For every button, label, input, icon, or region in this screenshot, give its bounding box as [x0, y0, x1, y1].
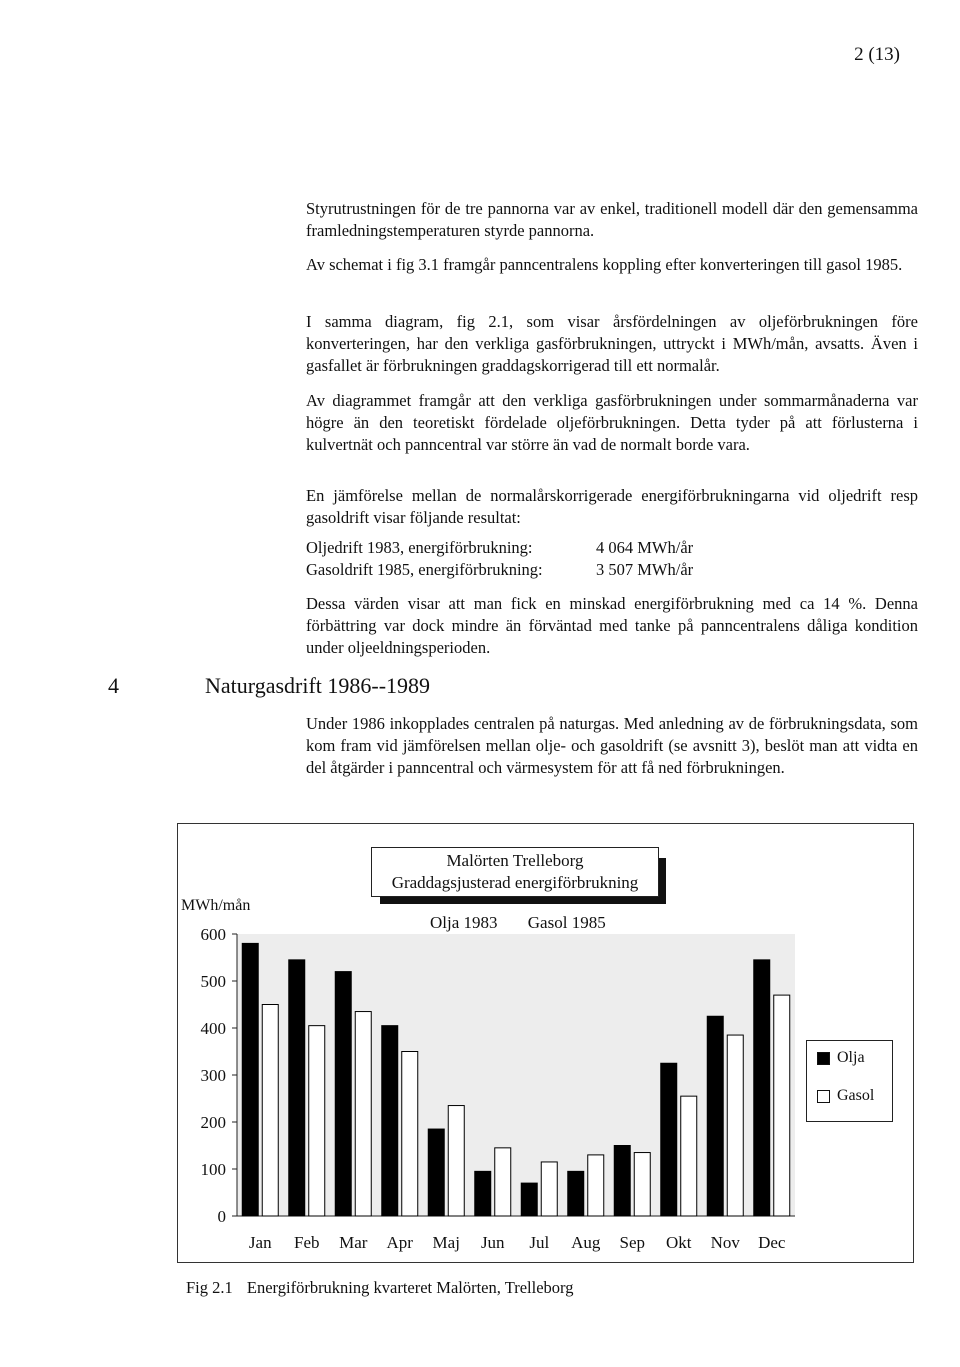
section-number: 4 — [108, 673, 119, 698]
bar-gasol — [355, 1012, 371, 1216]
y-tick-label: 400 — [200, 1019, 226, 1038]
x-tick-label: Nov — [710, 1233, 740, 1252]
result-label: Gasoldrift 1985, energiförbrukning: — [306, 560, 543, 579]
chart-legend — [806, 1040, 893, 1122]
bar-olja — [568, 1171, 584, 1216]
y-tick-label: 500 — [200, 972, 226, 991]
bar-gasol — [681, 1096, 697, 1216]
bar-gasol — [774, 995, 790, 1216]
section-title: Naturgasdrift 1986--1989 — [205, 673, 431, 698]
y-tick-label: 600 — [200, 925, 226, 944]
bar-gasol — [495, 1148, 511, 1216]
bar-olja — [428, 1129, 444, 1216]
x-tick-label: Okt — [666, 1233, 692, 1252]
legend-label: Gasol — [837, 1087, 875, 1104]
y-tick-label: 200 — [200, 1113, 226, 1132]
legend-swatch-gasol — [817, 1090, 830, 1103]
x-tick-label: Apr — [386, 1233, 413, 1252]
caption-label: Fig 2.1 — [186, 1278, 233, 1297]
x-tick-label: Sep — [619, 1233, 645, 1252]
y-axis-label: MWh/mån — [181, 897, 251, 914]
bar-gasol — [448, 1106, 464, 1216]
bar-olja — [289, 960, 305, 1216]
bar-gasol — [309, 1026, 325, 1216]
bar-olja — [614, 1146, 630, 1217]
caption-gasol: Gasol 1985 — [527, 913, 606, 932]
paragraph-conclusion: Dessa värden visar att man fick en minskad energiförbrukning med ca 14 %. Denna förbättring var dock mindre än förväntad med tanke på panncentralens dåliga kondition under oljeeldningsperioden. — [306, 594, 918, 657]
result-label: Oljedrift 1983, energiförbrukning: — [306, 538, 533, 557]
result-value: 3 507 MWh/år — [596, 560, 694, 579]
bar-olja — [382, 1026, 398, 1216]
legend-item-olja — [817, 1049, 865, 1067]
bar-gasol — [588, 1155, 604, 1216]
legend-swatch-olja — [817, 1052, 830, 1065]
y-tick-label: 100 — [200, 1160, 226, 1179]
legend-label: Olja — [837, 1049, 865, 1066]
paragraph-styrutrustning: Styrutrustningen för de tre pannorna var av enkel, traditionell modell där den gemensamma framledningstemperaturen styrde pannorna. — [306, 199, 918, 240]
paragraph-naturgas: Under 1986 inkopplades centralen på naturgas. Med anledning av de förbrukningsdata, som kom fram vid jämförelsen mellan olje- och gasoldrift (se avsnitt 3), beslöt man att vidta en del åtgärder i panncentral och värmesystem för att få ned förbrukningen. — [306, 714, 918, 777]
y-tick-label: 0 — [217, 1207, 226, 1226]
bar-gasol — [727, 1035, 743, 1216]
bar-olja — [661, 1063, 677, 1216]
x-tick-label: Dec — [758, 1233, 786, 1252]
bar-gasol — [541, 1162, 557, 1216]
bar-olja — [335, 972, 351, 1216]
bar-olja — [521, 1183, 537, 1216]
paragraph-sommar: Av diagrammet framgår att den verkliga gasförbrukningen under sommarmånaderna var högre än den teoretiskt fördelade oljeförbrukningen. Detta tyder på att förlusterna i kulvertnät och panncentral var större än vad de normalt borde vara. — [306, 391, 918, 454]
paragraph-jamforelse: En jämförelse mellan de normalårskorrigerade energiförbrukningarna vid oljedrift resp gasoldrift visar följande resultat: — [306, 486, 918, 527]
paragraph-schema: Av schemat i fig 3.1 framgår panncentralens koppling efter konverteringen till gasol 1985. — [306, 255, 903, 274]
x-tick-label: Jan — [248, 1233, 272, 1252]
legend-item-gasol — [817, 1087, 874, 1105]
chart-title: Malörten Trelleborg — [446, 851, 584, 870]
x-tick-label: Aug — [571, 1233, 601, 1252]
bar-olja — [475, 1171, 491, 1216]
result-value: 4 064 MWh/år — [596, 538, 694, 557]
y-tick-label: 300 — [200, 1066, 226, 1085]
bar-olja — [242, 943, 258, 1216]
bar-gasol — [634, 1153, 650, 1216]
bar-olja — [754, 960, 770, 1216]
bar-olja — [707, 1016, 723, 1216]
x-tick-label: Jul — [529, 1233, 550, 1252]
x-tick-label: Maj — [432, 1233, 460, 1252]
x-tick-label: Mar — [339, 1233, 368, 1252]
x-tick-label: Feb — [294, 1233, 320, 1252]
figure-caption — [186, 1278, 573, 1298]
page-number: 2 (13) — [854, 44, 900, 65]
caption-olja: Olja 1983 — [430, 913, 498, 932]
caption-text: Energiförbrukning kvarteret Malörten, Trelleborg — [246, 1278, 574, 1297]
bar-gasol — [262, 1005, 278, 1217]
paragraph-diagram: I samma diagram, fig 2.1, som visar årsfördelningen av oljeförbrukningen före konverteringen, har den verkliga gasförbrukningen, uttryckt i MWh/mån, avsatts. Även i gasfallet är förbrukningen graddagskorrigerad till ett normalår. — [306, 312, 918, 375]
x-tick-label: Jun — [480, 1233, 505, 1252]
chart-subtitle: Graddagsjusterad energiförbrukning — [391, 873, 639, 892]
bar-gasol — [402, 1052, 418, 1217]
